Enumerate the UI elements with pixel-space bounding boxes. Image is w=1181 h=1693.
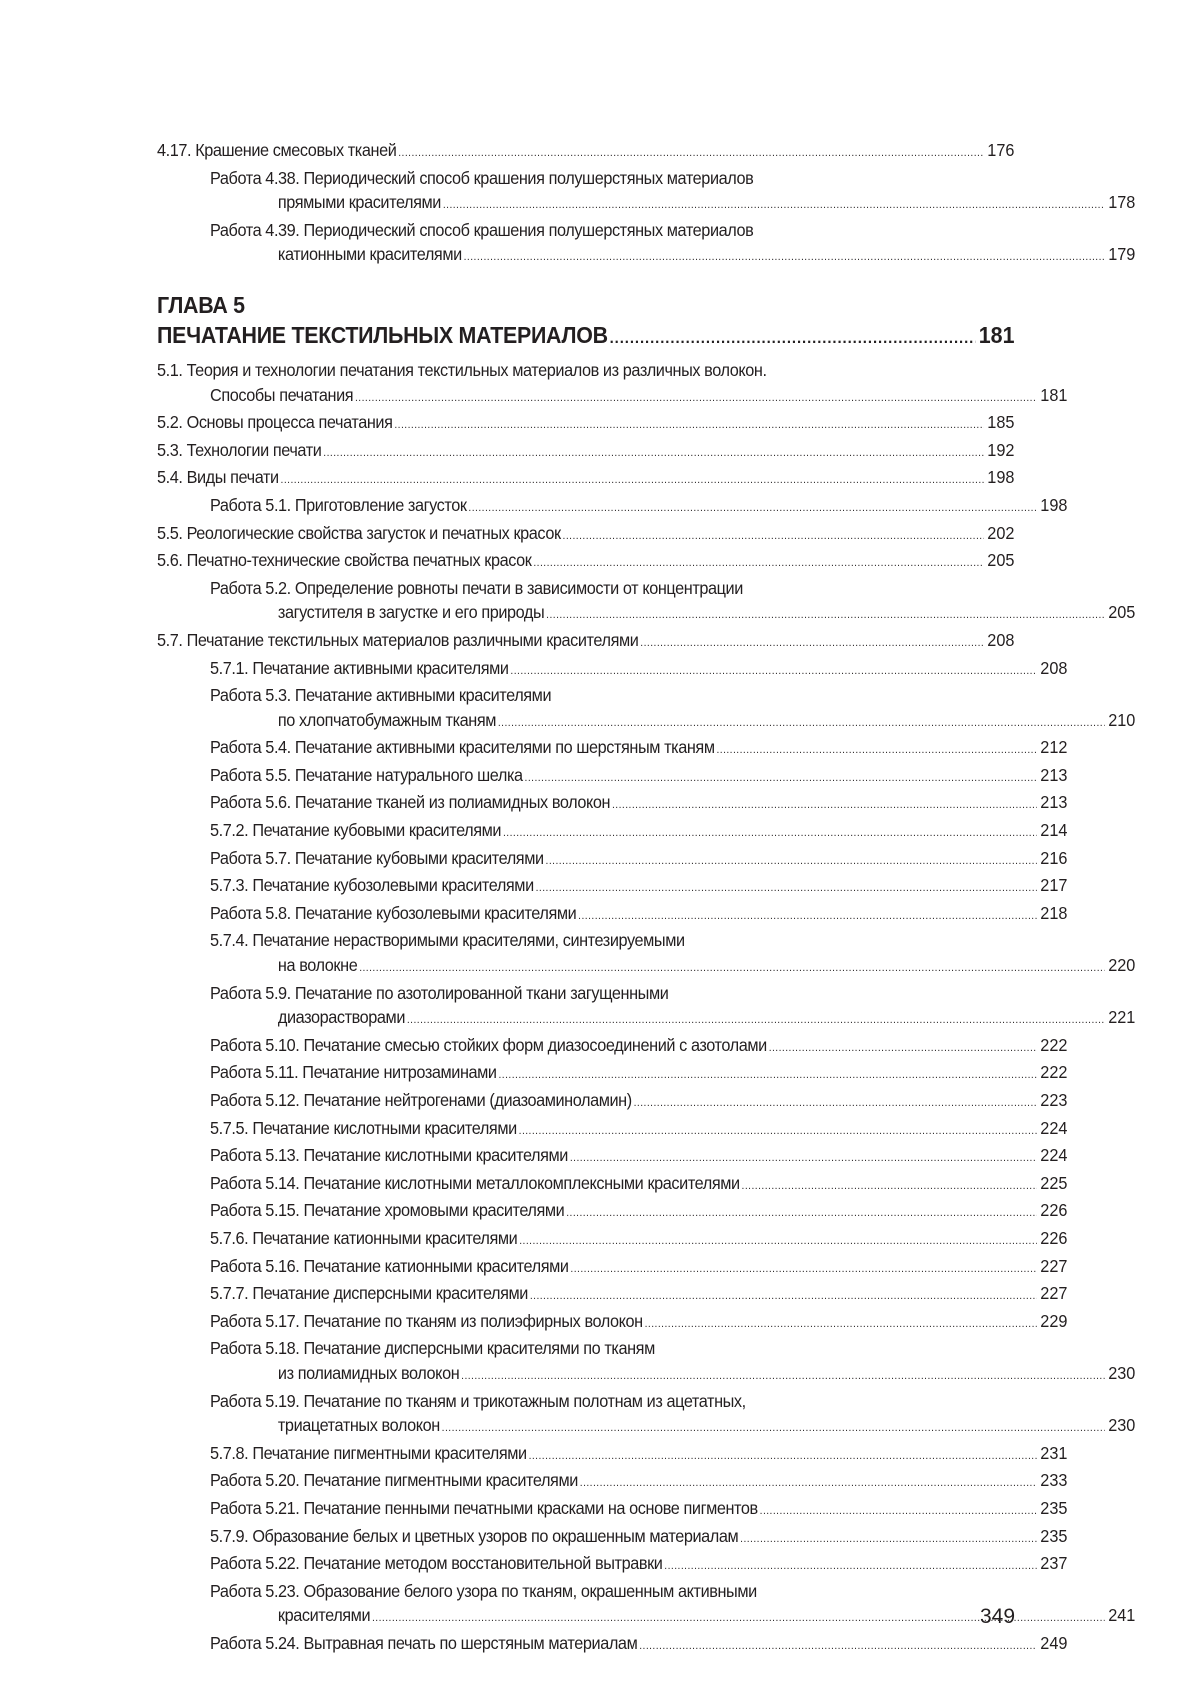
toc-entry-continuation: [157, 708, 1135, 736]
toc-page-number: 229: [1040, 1310, 1068, 1331]
toc-page-number: 185: [987, 412, 1015, 433]
toc-entry-line: [157, 873, 1067, 901]
toc-entry-continuation: [157, 383, 1067, 411]
toc-entry[interactable]: [157, 1033, 1068, 1061]
dot-leader: [566, 1201, 1036, 1226]
dot-leader: [442, 1416, 1105, 1441]
toc-entry-title: Работа 5.11. Печатание нитрозаминами: [210, 1062, 497, 1083]
toc-entry-title: Работа 4.39. Периодический способ крашения полушерстяных материалов: [210, 219, 754, 240]
dot-leader: [510, 659, 1036, 684]
toc-page-number: 235: [1040, 1525, 1068, 1546]
toc-page-number: 179: [1108, 244, 1136, 265]
toc-entry-title: 4.17. Крашение смесовых тканей: [157, 140, 397, 160]
dot-leader: [546, 849, 1037, 874]
toc-entry[interactable]: [157, 576, 1136, 628]
chapter-label: ГЛАВА 5: [157, 291, 245, 318]
toc-entry-continuation: [157, 1413, 1135, 1441]
dot-leader: [570, 1146, 1037, 1171]
toc-entry-title: Работа 5.9. Печатание по азотолированной ткани загущенными: [210, 982, 669, 1003]
toc-page-number: 233: [1040, 1470, 1068, 1491]
toc-page-number: 205: [987, 550, 1015, 571]
toc-entry-title: Работа 5.14. Печатание кислотными металлокомплексными красителями: [210, 1172, 740, 1193]
dot-leader: [398, 141, 983, 166]
toc-entry[interactable]: [157, 138, 1015, 166]
dot-leader: [519, 1119, 1037, 1144]
toc-entry-line: [157, 493, 1067, 521]
toc-entry-title: Работа 5.8. Печатание кубозолевыми красителями: [210, 902, 577, 923]
dot-leader: [323, 441, 983, 466]
toc-page-number: 230: [1108, 1362, 1136, 1383]
toc-entry-title: диазорастворами: [277, 1007, 406, 1028]
toc-entry[interactable]: [157, 1309, 1068, 1337]
dot-leader: [760, 1499, 1037, 1524]
toc-entry-title: Работа 5.6. Печатание тканей из полиамидных волокон: [210, 792, 611, 813]
toc-entry-title: 5.6. Печатно-технические свойства печатных красок: [157, 550, 532, 571]
toc-entry[interactable]: [157, 763, 1068, 791]
toc-section-chapter-5: [157, 358, 1136, 1659]
toc-entry[interactable]: [157, 1336, 1136, 1388]
toc-entry-title: 5.7. Печатание текстильных материалов различными красителями: [157, 629, 639, 650]
toc-entry[interactable]: [157, 1143, 1068, 1171]
toc-entry-continuation: [157, 600, 1135, 628]
toc-page-number: 213: [1040, 792, 1068, 813]
toc-entry-line: [157, 1143, 1067, 1171]
toc-page-number: 212: [1040, 737, 1068, 758]
toc-entry[interactable]: [157, 1579, 1136, 1631]
toc-entry-line: [157, 1226, 1067, 1254]
toc-page-number: 235: [1040, 1497, 1068, 1518]
dot-leader: [519, 1229, 1036, 1254]
toc-entry-title: 5.2. Основы процесса печатания: [157, 412, 393, 433]
dot-leader: [498, 711, 1105, 736]
toc-page-number: 220: [1108, 955, 1136, 976]
toc-entry-title: прямыми красителями: [277, 192, 441, 213]
toc-page-number: 230: [1108, 1415, 1136, 1436]
toc-entry-line: [157, 1060, 1067, 1088]
toc-page-number: 231: [1040, 1442, 1068, 1463]
toc-entry-line: [157, 1116, 1067, 1144]
toc-entry-line: [157, 438, 1014, 466]
toc-page-number: 237: [1040, 1553, 1068, 1574]
toc-entry-line: [157, 901, 1067, 929]
toc-page-number: 223: [1040, 1090, 1068, 1110]
toc-page-number: 192: [987, 439, 1015, 460]
toc-page-number: 210: [1108, 709, 1136, 730]
toc-entry-title: Работа 5.17. Печатание по тканям из полиэфирных волокон: [210, 1310, 643, 1331]
dot-leader: [468, 496, 1036, 521]
dot-leader: [533, 551, 983, 576]
toc-entry[interactable]: [157, 1060, 1068, 1088]
dot-leader: [461, 1364, 1104, 1389]
toc-entry-continuation: [157, 1361, 1135, 1389]
toc-entry-line: [157, 1254, 1067, 1282]
toc-entry-line: [157, 1171, 1067, 1199]
toc-entry-line: [157, 1281, 1067, 1309]
toc-entry[interactable]: [157, 166, 1136, 218]
toc-entry-title: Работа 5.23. Образование белого узора по тканям, окрашенным активными: [210, 1580, 757, 1601]
dot-leader: [407, 1008, 1105, 1033]
toc-page-number: 249: [1040, 1632, 1068, 1653]
toc-page-number: 202: [987, 522, 1015, 543]
dot-leader: [394, 413, 983, 438]
chapter-title-row[interactable]: [157, 320, 1014, 354]
toc-entry-title: Работа 5.16. Печатание катионными красителями: [210, 1255, 569, 1276]
dot-leader: [503, 821, 1037, 846]
dot-leader: [536, 876, 1037, 901]
toc-entry[interactable]: [157, 1281, 1068, 1309]
toc-entry-line: [157, 1551, 1067, 1579]
toc-entry-line: [157, 1033, 1067, 1061]
toc-page-number: 227: [1040, 1255, 1068, 1276]
chapter-page-number: 181: [978, 321, 1015, 348]
toc-entry[interactable]: [157, 1441, 1068, 1469]
toc-page-number: 217: [1040, 875, 1068, 896]
dot-leader: [355, 386, 1037, 411]
toc-entry-line: [157, 521, 1014, 549]
toc-entry[interactable]: [157, 1524, 1068, 1552]
toc-entry[interactable]: [157, 981, 1136, 1033]
toc-page-number: 227: [1040, 1283, 1068, 1304]
toc-entry-line: [157, 790, 1067, 818]
toc-entry[interactable]: [157, 818, 1068, 846]
toc-entry-line: [157, 218, 1067, 243]
toc-entry[interactable]: [157, 1171, 1068, 1199]
toc-entry-title: 5.7.9. Образование белых и цветных узоров по окрашенным материалам: [210, 1525, 739, 1546]
toc-entry-title: по хлопчатобумажным тканям: [277, 709, 496, 730]
toc-page-number: 221: [1108, 1007, 1136, 1028]
dot-leader: [716, 738, 1036, 763]
toc-entry-title: Работа 4.38. Периодический способ крашения полушерстяных материалов: [210, 167, 754, 188]
toc-entry-line: [157, 358, 1014, 383]
toc-entry-title: Работа 5.24. Вытравная печать по шерстяным материалам: [210, 1632, 638, 1653]
toc-entry-continuation: [157, 190, 1135, 218]
toc-entry[interactable]: [157, 1389, 1136, 1441]
toc-entry-title: 5.7.6. Печатание катионными красителями: [210, 1227, 518, 1248]
toc-entry-title: Работа 5.20. Печатание пигментными красителями: [210, 1470, 578, 1491]
toc-entry[interactable]: [157, 358, 1068, 410]
toc-entry-line: [157, 1496, 1067, 1524]
dot-leader: [742, 1174, 1037, 1199]
toc-entry[interactable]: [157, 410, 1015, 438]
dot-leader: [634, 1091, 1037, 1116]
toc-entry-line: [157, 1579, 1067, 1604]
toc-entry-title: 5.7.4. Печатание нерастворимыми красителями, синтезируемыми: [210, 930, 685, 951]
toc-entry-line: [157, 656, 1067, 684]
toc-entry-continuation: [157, 1005, 1135, 1033]
toc-entry-line: [157, 465, 1014, 493]
toc-entry[interactable]: [157, 1551, 1068, 1579]
toc-entry-line: [157, 576, 1067, 601]
toc-entry-title: на волокне: [277, 955, 358, 976]
toc-entry-title: 5.7.5. Печатание кислотными красителями: [210, 1117, 517, 1138]
toc-entry-title: 5.7.3. Печатание кубозолевыми красителями: [210, 875, 534, 896]
toc-entry-line: [157, 1631, 1067, 1659]
dot-leader: [740, 1527, 1036, 1552]
toc-entry-title: Работа 5.19. Печатание по тканям и трикотажным полотнам из ацетатных,: [210, 1390, 746, 1411]
toc-entry-title: Работа 5.2. Определение ровноты печати в зависимости от концентрации: [210, 577, 743, 598]
toc-entry[interactable]: [157, 656, 1068, 684]
toc-entry-line: [157, 1309, 1067, 1337]
toc-entry-line: [157, 846, 1067, 874]
toc-entry-line: [157, 763, 1067, 791]
toc-entry-title: 5.3. Технологии печати: [157, 439, 322, 460]
dot-leader: [563, 524, 984, 549]
toc-entry-line: [157, 1441, 1067, 1469]
table-of-contents: [157, 138, 1136, 1658]
toc-entry[interactable]: [157, 873, 1068, 901]
dot-leader: [525, 766, 1037, 791]
toc-entry[interactable]: [157, 1468, 1068, 1496]
toc-page-number: 225: [1040, 1172, 1068, 1193]
toc-entry-line: [157, 1468, 1067, 1496]
toc-entry-line: [157, 683, 1067, 708]
toc-entry-title: триацетатных волокон: [277, 1415, 440, 1436]
dot-leader: [610, 324, 975, 354]
toc-entry-title: Работа 5.10. Печатание смесью стойких форм диазосоединений с азотолами: [210, 1034, 767, 1055]
page-number: 349: [980, 1605, 1016, 1628]
toc-entry[interactable]: [157, 1198, 1068, 1226]
dot-leader: [640, 631, 983, 656]
toc-entry-line: [157, 735, 1067, 763]
toc-entry[interactable]: [157, 548, 1015, 576]
toc-entry-title: 5.1. Теория и технологии печатания текстильных материалов из различных волокон.: [157, 359, 767, 380]
toc-entry-line: [157, 981, 1067, 1006]
dot-leader: [443, 193, 1105, 218]
toc-entry[interactable]: [157, 465, 1015, 493]
toc-entry[interactable]: [157, 493, 1068, 521]
toc-page-number: 176: [987, 140, 1015, 160]
toc-entry-line: [157, 548, 1014, 576]
dot-leader: [612, 793, 1037, 818]
toc-entry-title: 5.7.7. Печатание дисперсными красителями: [210, 1283, 528, 1304]
toc-entry-title: катионными красителями: [277, 244, 462, 265]
toc-entry-line: [157, 1088, 1067, 1116]
toc-entry-continuation: [157, 242, 1135, 270]
toc-entry[interactable]: [157, 1088, 1068, 1116]
dot-leader: [664, 1554, 1036, 1579]
toc-entry-title: Работа 5.12. Печатание нейтрогенами (диазоаминоламин): [210, 1090, 632, 1110]
chapter-heading: [157, 290, 1015, 354]
dot-leader: [359, 956, 1104, 981]
dot-leader: [578, 904, 1036, 929]
toc-entry[interactable]: [157, 1226, 1068, 1254]
toc-entry-title: 5.7.2. Печатание кубовыми красителями: [210, 820, 502, 841]
toc-entry[interactable]: [157, 1631, 1068, 1659]
toc-page-number: 216: [1040, 847, 1068, 868]
toc-entry-title: Работа 5.4. Печатание активными красителями по шерстяным тканям: [210, 737, 715, 758]
toc-entry-title: Работа 5.13. Печатание кислотными красителями: [210, 1145, 568, 1166]
dot-leader: [639, 1634, 1036, 1659]
toc-entry-title: 5.7.1. Печатание активными красителями: [210, 657, 509, 678]
toc-page-number: 208: [987, 629, 1015, 650]
toc-entry-title: Способы печатания: [210, 384, 354, 405]
toc-entry-line: [157, 410, 1014, 438]
toc-entry-title: Работа 5.1. Приготовление загусток: [210, 494, 467, 515]
dot-leader: [530, 1284, 1037, 1309]
toc-entry[interactable]: [157, 846, 1068, 874]
toc-entry-title: 5.4. Виды печати: [157, 467, 279, 488]
toc-page-number: 214: [1040, 820, 1068, 841]
dot-leader: [645, 1312, 1037, 1337]
toc-entry-line: [157, 1198, 1067, 1226]
dot-leader: [498, 1063, 1036, 1088]
chapter-title: ПЕЧАТАНИЕ ТЕКСТИЛЬНЫХ МАТЕРИАЛОВ: [157, 321, 608, 348]
toc-entry-title: Работа 5.21. Печатание пенными печатными красками на основе пигментов: [210, 1497, 758, 1518]
dot-leader: [546, 603, 1104, 628]
dot-leader: [529, 1444, 1037, 1469]
toc-entry-title: красителями: [277, 1605, 371, 1626]
toc-entry[interactable]: [157, 1254, 1068, 1282]
toc-page-number: 218: [1040, 902, 1068, 923]
toc-entry-line: [157, 1389, 1067, 1414]
toc-entry[interactable]: [157, 683, 1136, 735]
toc-entry-line: [157, 138, 1014, 166]
toc-entry-title: Работа 5.3. Печатание активными красителями: [210, 685, 552, 706]
toc-page-number: 181: [1040, 384, 1068, 405]
toc-entry-title: Работа 5.7. Печатание кубовыми красителями: [210, 847, 544, 868]
dot-leader: [580, 1471, 1037, 1496]
toc-entry[interactable]: [157, 218, 1136, 270]
toc-page-number: 226: [1040, 1200, 1068, 1221]
toc-entry[interactable]: [157, 790, 1068, 818]
toc-entry-title: 5.5. Реологические свойства загусток и печатных красок: [157, 522, 561, 543]
toc-entry-continuation: [157, 953, 1135, 981]
toc-entry-title: Работа 5.22. Печатание методом восстановительной вытравки: [210, 1553, 663, 1574]
toc-entry-line: [157, 1524, 1067, 1552]
toc-entry[interactable]: [157, 1116, 1068, 1144]
toc-entry[interactable]: [157, 521, 1015, 549]
dot-leader: [281, 468, 984, 493]
toc-page-number: 226: [1040, 1227, 1068, 1248]
toc-page-number: 222: [1040, 1062, 1068, 1083]
toc-section-before: [157, 138, 1136, 270]
toc-page-number: 198: [1040, 494, 1068, 515]
toc-entry-line: [157, 928, 1067, 953]
toc-page-number: 222: [1040, 1034, 1068, 1055]
toc-entry-title: 5.7.8. Печатание пигментными красителями: [210, 1442, 527, 1463]
toc-entry-title: Работа 5.18. Печатание дисперсными красителями по тканям: [210, 1338, 655, 1359]
toc-entry-line: [157, 1336, 1067, 1361]
toc-entry-line: [157, 818, 1067, 846]
toc-page-number: 208: [1040, 657, 1068, 678]
toc-entry-line: [157, 628, 1014, 656]
toc-page-number: 241: [1108, 1605, 1136, 1626]
dot-leader: [464, 245, 1105, 270]
toc-entry[interactable]: [157, 438, 1015, 466]
toc-entry[interactable]: [157, 901, 1068, 929]
toc-page-number: 224: [1040, 1117, 1068, 1138]
toc-entry[interactable]: [157, 735, 1068, 763]
toc-page-number: 205: [1108, 602, 1136, 623]
toc-entry[interactable]: [157, 928, 1136, 980]
toc-entry[interactable]: [157, 1496, 1068, 1524]
toc-entry-line: [157, 166, 1067, 191]
toc-page-number: 178: [1108, 192, 1136, 213]
dot-leader: [570, 1257, 1036, 1282]
toc-entry-title: Работа 5.15. Печатание хромовыми красителями: [210, 1200, 565, 1221]
toc-entry-title: из полиамидных волокон: [277, 1362, 460, 1383]
toc-page-number: 198: [987, 467, 1015, 488]
toc-page-number: 224: [1040, 1145, 1068, 1166]
dot-leader: [769, 1036, 1037, 1061]
toc-entry[interactable]: [157, 628, 1015, 656]
toc-page-number: 213: [1040, 764, 1068, 785]
toc-entry-title: загустителя в загустке и его природы: [277, 602, 545, 623]
toc-entry-title: Работа 5.5. Печатание натурального шелка: [210, 764, 523, 785]
